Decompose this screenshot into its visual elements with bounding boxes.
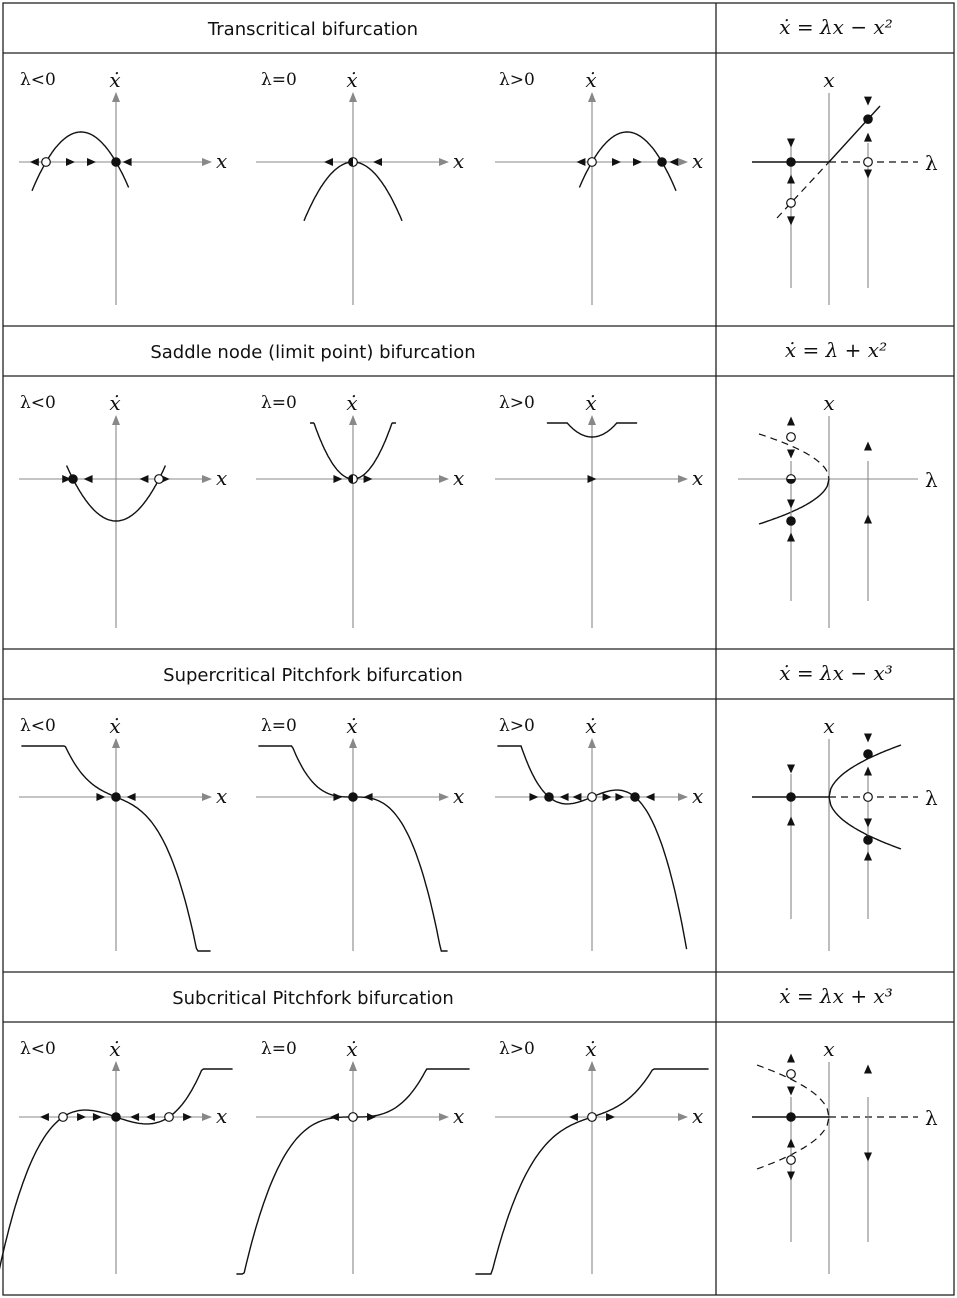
xdot-axis-label: ẋ bbox=[585, 68, 597, 92]
flow-arrow bbox=[864, 1153, 872, 1162]
row-title: Transcritical bifurcation bbox=[207, 19, 419, 40]
flow-arrow bbox=[787, 1087, 795, 1096]
xdot-axis-label: ẋ bbox=[585, 391, 597, 415]
flow-arrow bbox=[330, 1113, 339, 1121]
flow-arrow bbox=[787, 533, 795, 542]
fixed-point-unstable bbox=[588, 1113, 597, 1122]
row-2 bbox=[19, 338, 938, 628]
bifurcation-diagram bbox=[752, 1037, 938, 1274]
fixed-point-unstable bbox=[588, 158, 597, 167]
flow-arrow bbox=[146, 1113, 155, 1121]
flow-arrow bbox=[787, 450, 795, 459]
fixed-point-stable bbox=[631, 793, 640, 802]
lambda-condition-label: λ<0 bbox=[20, 70, 56, 90]
fixed-point-unstable bbox=[864, 793, 873, 802]
row-equation: ẋ = λx + x³ bbox=[779, 984, 893, 1008]
lambda-condition-label: λ=0 bbox=[261, 1039, 297, 1059]
fixed-point-unstable bbox=[155, 475, 164, 484]
lambda-axis-label: λ bbox=[925, 1106, 938, 1130]
fixed-point-stable bbox=[112, 793, 121, 802]
row-title: Saddle node (limit point) bifurcation bbox=[150, 342, 476, 363]
phase-panel-2 bbox=[256, 714, 464, 951]
flow-arrow bbox=[87, 158, 96, 166]
flow-arrow bbox=[787, 817, 795, 826]
lambda-condition-label: λ=0 bbox=[261, 393, 297, 413]
fixed-point-stable bbox=[112, 1113, 121, 1122]
flow-arrow bbox=[130, 1113, 139, 1121]
flow-arrow bbox=[787, 1054, 795, 1063]
flow-arrow bbox=[787, 765, 795, 774]
flow-arrow bbox=[333, 475, 342, 483]
flow-arrow bbox=[787, 500, 795, 509]
flow-arrow bbox=[333, 793, 342, 801]
flow-arrow bbox=[560, 793, 569, 801]
phase-panel-2 bbox=[256, 391, 464, 628]
flow-arrow bbox=[127, 793, 136, 801]
bifurcation-x-label: x bbox=[823, 1037, 835, 1061]
flow-arrow bbox=[529, 793, 538, 801]
row-3 bbox=[19, 661, 938, 951]
lambda-axis-label: λ bbox=[925, 468, 938, 492]
flow-arrow bbox=[364, 793, 373, 801]
flow-arrow bbox=[84, 475, 93, 483]
row-title: Subcritical Pitchfork bifurcation bbox=[172, 988, 454, 1009]
fixed-point-stable bbox=[864, 750, 873, 759]
lambda-condition-label: λ>0 bbox=[499, 1039, 535, 1059]
bifurcation-diagram bbox=[752, 714, 938, 951]
flow-arrow bbox=[123, 158, 132, 166]
flow-arrow bbox=[572, 793, 581, 801]
x-axis-label: x bbox=[216, 784, 228, 808]
phase-panel-3 bbox=[495, 391, 703, 628]
xdot-axis-label: ẋ bbox=[346, 391, 358, 415]
x-axis-label: x bbox=[216, 466, 228, 490]
bifurcation-diagram bbox=[752, 68, 938, 305]
xdot-axis-label: ẋ bbox=[109, 391, 121, 415]
fixed-point-stable bbox=[349, 793, 358, 802]
flow-arrow bbox=[787, 1139, 795, 1148]
x-axis-label: x bbox=[453, 784, 465, 808]
flow-arrow bbox=[864, 133, 872, 142]
row-1 bbox=[19, 15, 938, 305]
row-title: Supercritical Pitchfork bifurcation bbox=[163, 665, 463, 686]
lambda-condition-label: λ=0 bbox=[261, 70, 297, 90]
xdot-axis-label: ẋ bbox=[346, 1037, 358, 1061]
phase-panel-3 bbox=[495, 68, 703, 305]
flow-arrow bbox=[787, 175, 795, 184]
fixed-point-stable bbox=[112, 158, 121, 167]
phase-panel-1 bbox=[19, 68, 227, 305]
fixed-point-stable bbox=[69, 475, 78, 484]
lambda-condition-label: λ<0 bbox=[20, 1039, 56, 1059]
flow-arrow bbox=[576, 158, 585, 166]
lambda-axis-label: λ bbox=[925, 786, 938, 810]
flow-arrow bbox=[603, 793, 612, 801]
xdot-axis-label: ẋ bbox=[109, 714, 121, 738]
phase-panel-1 bbox=[19, 714, 227, 951]
flow-arrow bbox=[864, 1065, 872, 1074]
flow-arrow bbox=[367, 1113, 376, 1121]
row-equation: ẋ = λ + x² bbox=[784, 338, 888, 362]
fixed-point-half-stable bbox=[349, 475, 358, 484]
flow-arrow bbox=[606, 1113, 615, 1121]
row-equation: ẋ = λx − x³ bbox=[779, 661, 893, 685]
bifurcation-x-label: x bbox=[823, 714, 835, 738]
fixed-point-stable bbox=[787, 1113, 796, 1122]
x-axis-label: x bbox=[453, 149, 465, 173]
fixed-point-unstable bbox=[165, 1113, 174, 1122]
flow-arrow bbox=[364, 475, 373, 483]
x-axis-label: x bbox=[453, 466, 465, 490]
flow-arrow bbox=[864, 767, 872, 776]
flow-arrow bbox=[864, 734, 872, 743]
lambda-condition-label: λ>0 bbox=[499, 716, 535, 736]
flow-arrow bbox=[864, 442, 872, 451]
fixed-point-unstable bbox=[787, 433, 796, 442]
xdot-axis-label: ẋ bbox=[109, 1037, 121, 1061]
flow-arrow bbox=[324, 158, 333, 166]
flow-arrow bbox=[612, 158, 621, 166]
x-axis-label: x bbox=[692, 1104, 704, 1128]
fixed-point-half-stable bbox=[787, 475, 796, 484]
fixed-point-unstable bbox=[59, 1113, 68, 1122]
xdot-axis-label: ẋ bbox=[109, 68, 121, 92]
x-axis-label: x bbox=[216, 149, 228, 173]
bifurcation-diagram bbox=[738, 391, 938, 628]
flow-arrow bbox=[183, 1113, 192, 1121]
x-axis-label: x bbox=[692, 466, 704, 490]
flow-arrow bbox=[96, 793, 105, 801]
flow-arrow bbox=[569, 1113, 578, 1121]
flow-arrow bbox=[40, 1113, 49, 1121]
fixed-point-unstable bbox=[787, 199, 796, 208]
flow-arrow bbox=[669, 158, 678, 166]
xdot-axis-label: ẋ bbox=[585, 1037, 597, 1061]
flow-arrow bbox=[787, 139, 795, 148]
lambda-axis-label: λ bbox=[925, 151, 938, 175]
x-axis-label: x bbox=[692, 149, 704, 173]
fixed-point-half-stable bbox=[349, 158, 358, 167]
flow-arrow bbox=[864, 170, 872, 179]
flow-arrow bbox=[864, 819, 872, 828]
lambda-condition-label: λ>0 bbox=[499, 70, 535, 90]
flow-arrow bbox=[787, 1172, 795, 1181]
x-axis-label: x bbox=[216, 1104, 228, 1128]
x-axis-label: x bbox=[692, 784, 704, 808]
flow-arrow bbox=[139, 475, 148, 483]
phase-panel-3 bbox=[495, 714, 703, 951]
branch-unstable bbox=[777, 162, 829, 218]
flow-arrow bbox=[864, 852, 872, 861]
flow-arrow bbox=[864, 515, 872, 524]
lambda-condition-label: λ<0 bbox=[20, 716, 56, 736]
lambda-condition-label: λ>0 bbox=[499, 393, 535, 413]
flow-arrow bbox=[77, 1113, 86, 1121]
row-equation: ẋ = λx − x² bbox=[779, 15, 893, 39]
fixed-point-unstable bbox=[42, 158, 51, 167]
flow-arrow bbox=[66, 158, 75, 166]
table-grid bbox=[3, 3, 954, 1295]
xdot-axis-label: ẋ bbox=[585, 714, 597, 738]
bifurcation-x-label: x bbox=[823, 68, 835, 92]
flow-arrow bbox=[30, 158, 39, 166]
fixed-point-stable bbox=[787, 158, 796, 167]
phase-panel-1 bbox=[0, 1037, 233, 1274]
fixed-point-stable bbox=[787, 793, 796, 802]
fixed-point-unstable bbox=[787, 1156, 796, 1165]
fixed-point-unstable bbox=[349, 1113, 358, 1122]
flow-arrow bbox=[373, 158, 382, 166]
x-axis-label: x bbox=[453, 1104, 465, 1128]
flow-arrow bbox=[93, 1113, 102, 1121]
lambda-condition-label: λ=0 bbox=[261, 716, 297, 736]
fixed-point-stable bbox=[545, 793, 554, 802]
fixed-point-unstable bbox=[787, 1070, 796, 1079]
fixed-point-stable bbox=[658, 158, 667, 167]
fixed-point-stable bbox=[864, 836, 873, 845]
lambda-condition-label: λ<0 bbox=[20, 393, 56, 413]
fixed-point-stable bbox=[787, 517, 796, 526]
flow-arrow bbox=[787, 216, 795, 225]
fixed-point-unstable bbox=[864, 158, 873, 167]
flow-arrow bbox=[633, 158, 642, 166]
phase-panel-2 bbox=[236, 1037, 469, 1274]
flow-arrow bbox=[646, 793, 655, 801]
phase-panel-1 bbox=[19, 391, 227, 628]
bifurcation-x-label: x bbox=[823, 391, 835, 415]
branch-stable bbox=[829, 106, 880, 162]
phase-panel-2 bbox=[256, 68, 464, 305]
phase-panel-3 bbox=[475, 1037, 708, 1274]
flow-arrow bbox=[787, 417, 795, 426]
flow-arrow bbox=[864, 97, 872, 106]
fixed-point-unstable bbox=[588, 793, 597, 802]
row-4 bbox=[0, 984, 938, 1274]
xdot-axis-label: ẋ bbox=[346, 714, 358, 738]
fixed-point-stable bbox=[864, 115, 873, 124]
flow-arrow bbox=[615, 793, 624, 801]
xdot-axis-label: ẋ bbox=[346, 68, 358, 92]
table-content bbox=[0, 15, 938, 1274]
